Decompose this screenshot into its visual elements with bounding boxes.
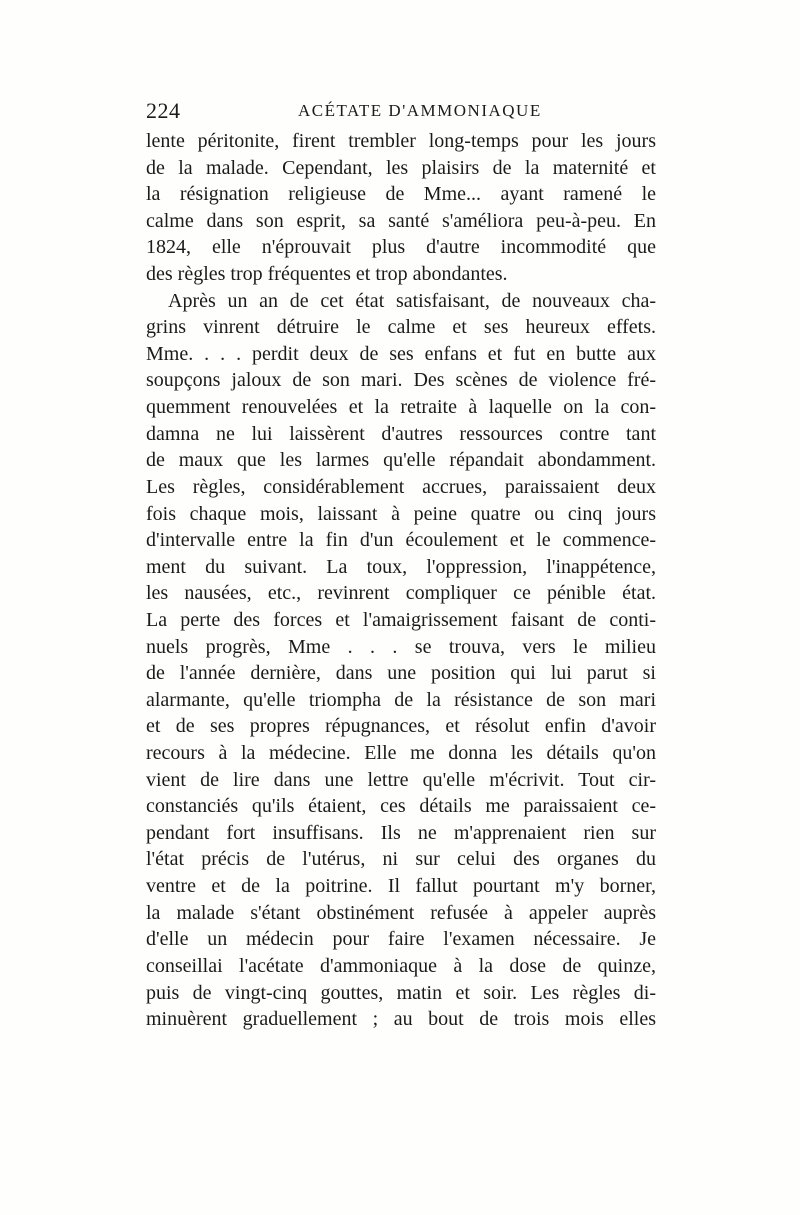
text-line: des règles trop fréquentes et trop abondantes. — [146, 263, 508, 286]
text-line: d'elle un médecin pour faire l'examen nécessaire. Je — [146, 928, 656, 951]
text-line: la résignation religieuse de Mme... ayant ramené le — [146, 183, 656, 206]
text-line: de maux que les larmes qu'elle répandait abondamment. — [146, 449, 656, 472]
text-line: de la malade. Cependant, les plaisirs de la maternité et — [146, 156, 656, 179]
text-line: ment du suivant. La toux, l'oppression, l'inappétence, — [146, 555, 656, 578]
text-line: la malade s'étant obstinément refusée à appeler auprès — [146, 901, 656, 924]
text-line: constanciés qu'ils étaient, ces détails me paraissaient ce- — [146, 795, 656, 818]
text-line: soupçons jaloux de son mari. Des scènes de violence fré- — [146, 369, 656, 392]
text-line: calme dans son esprit, sa santé s'améliora peu-à-peu. En — [146, 209, 656, 232]
text-line: minuèrent graduellement ; au bout de trois mois elles — [146, 1008, 656, 1031]
text-line: nuels progrès, Mme . . . se trouva, vers le milieu — [146, 635, 656, 658]
text-line: puis de vingt-cinq gouttes, matin et soir. Les règles di- — [146, 981, 656, 1004]
text-line: Mme. . . . perdit deux de ses enfans et fut en butte aux — [146, 342, 656, 365]
running-title: ACÉTATE D'AMMONIAQUE — [298, 101, 542, 120]
text-line: l'état précis de l'utérus, ni sur celui des organes du — [146, 848, 656, 871]
text-line: grins vinrent détruire le calme et ses heureux effets. — [146, 316, 656, 339]
text-line: les nausées, etc., revinrent compliquer ce pénible état. — [146, 582, 656, 605]
text-line: pendant fort insuffisans. Ils ne m'apprenaient rien sur — [146, 821, 656, 844]
text-line: Après un an de cet état satisfaisant, de nouveaux cha- — [168, 289, 656, 312]
text-line: fois chaque mois, laissant à peine quatre ou cinq jours — [146, 502, 656, 525]
body-text — [146, 128, 656, 1033]
text-line: damna ne lui laissèrent d'autres ressources contre tant — [146, 422, 656, 445]
running-head — [146, 98, 656, 124]
text-line: d'intervalle entre la fin d'un écoulement et le commence- — [146, 529, 656, 552]
text-line: de l'année dernière, dans une position qui lui parut si — [146, 662, 656, 685]
text-line: vient de lire dans une lettre qu'elle m'écrivit. Tout cir- — [146, 768, 656, 791]
text-line: 1824, elle n'éprouvait plus d'autre incommodité que — [146, 236, 656, 259]
text-line: ventre et de la poitrine. Il fallut pourtant m'y borner, — [146, 875, 656, 898]
text-line: La perte des forces et l'amaigrissement faisant de conti- — [146, 608, 656, 631]
text-line: alarmante, qu'elle triompha de la résistance de son mari — [146, 688, 656, 711]
text-line: conseillai l'acétate d'ammoniaque à la dose de quinze, — [146, 954, 656, 977]
text-line: recours à la médecine. Elle me donna les détails qu'on — [146, 742, 656, 765]
text-line: Les règles, considérablement accrues, paraissaient deux — [146, 475, 656, 498]
text-line: et de ses propres répugnances, et résolut enfin d'avoir — [146, 715, 656, 738]
page-number: 224 — [146, 98, 181, 123]
text-line: quemment renouvelées et la retraite à laquelle on la con- — [146, 396, 656, 419]
text-line: lente péritonite, firent trembler long-temps pour les jours — [146, 130, 656, 152]
